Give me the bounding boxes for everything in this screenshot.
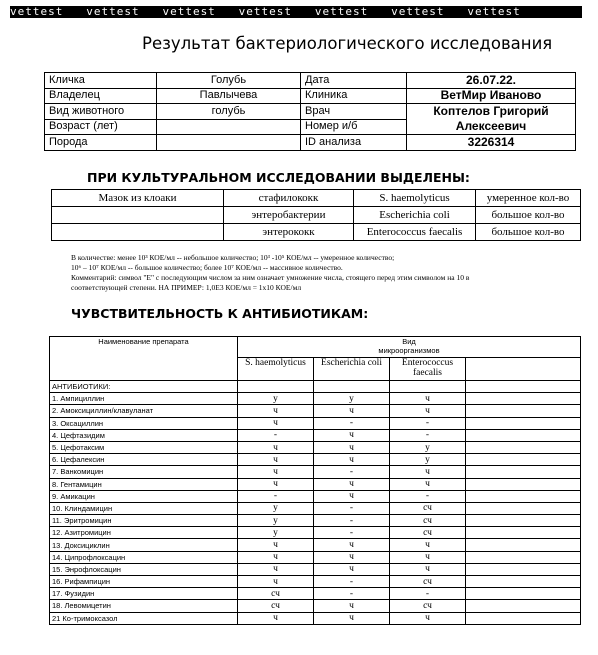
- empty-cell: [466, 539, 581, 551]
- sensitivity-value: -: [314, 417, 390, 429]
- drug-column-header: Наименование препарата: [50, 337, 238, 381]
- sensitivity-value: ч: [314, 441, 390, 453]
- sensitivity-value: ч: [314, 429, 390, 441]
- empty-cell: [466, 515, 581, 527]
- organism-qty: большое кол-во: [476, 224, 581, 241]
- antibiotic-row: [50, 563, 581, 575]
- sensitivity-value: сч: [238, 588, 314, 600]
- owner-value: Павлычева: [157, 88, 301, 104]
- empty-cell: [52, 224, 224, 241]
- quantity-notes: [71, 253, 571, 293]
- sensitivity-value: -: [390, 417, 466, 429]
- empty-cell: [466, 600, 581, 612]
- sensitivity-value: у: [390, 454, 466, 466]
- organism-latin: S. haemolyticus: [354, 190, 476, 207]
- sensitivity-value: -: [314, 466, 390, 478]
- antibiotic-row: [50, 527, 581, 539]
- culture-table: [51, 189, 581, 241]
- note-line: Комментарий: символ "Е" с последующим числом за ним означает умножение числа, стоящего перед этим символом на 10 в: [71, 273, 470, 282]
- sensitivity-value: ч: [238, 576, 314, 588]
- sensitivity-value: ч: [238, 417, 314, 429]
- sensitivity-value: ч: [390, 466, 466, 478]
- antibiotic-table: [49, 336, 581, 625]
- owner-label: Владелец: [45, 88, 157, 104]
- sensitivity-value: ч: [314, 539, 390, 551]
- antibiotic-row: [50, 539, 581, 551]
- antibiotic-row: [50, 405, 581, 417]
- doctor-value: Коптелов Григорий Алексеевич: [407, 104, 576, 135]
- klichka-label: Кличка: [45, 73, 157, 89]
- analysis-id-label: ID анализа: [301, 135, 407, 151]
- note-line: соответствующей степени. НА ПРИМЕР: 1,0Е3 КОЕ/мл = 1х10 КОЕ/мл: [71, 283, 302, 292]
- antibiotic-name: 15. Энрофлоксацин: [50, 563, 238, 575]
- organism-name: энтерококк: [224, 224, 354, 241]
- organism-name: стафилококк: [224, 190, 354, 207]
- antibiotic-name: 14. Ципрофлоксацин: [50, 551, 238, 563]
- empty-cell: [466, 405, 581, 417]
- sensitivity-value: ч: [390, 539, 466, 551]
- doctor-label: Врач: [301, 104, 407, 120]
- antibiotic-name: 17. Фузидин: [50, 588, 238, 600]
- empty-cell: [238, 381, 314, 393]
- sensitivity-value: сч: [390, 502, 466, 514]
- sensitivity-value: ч: [314, 563, 390, 575]
- sensitivity-value: сч: [390, 600, 466, 612]
- empty-cell: [466, 417, 581, 429]
- sensitivity-value: ч: [314, 551, 390, 563]
- date-value: 26.07.22.: [407, 73, 576, 89]
- antibiotic-row: [50, 429, 581, 441]
- analysis-id-value: 3226314: [407, 135, 576, 151]
- page-title: Результат бактериологического исследования: [142, 34, 553, 53]
- antibiotic-row: [50, 551, 581, 563]
- sensitivity-value: сч: [390, 527, 466, 539]
- sample-cell: Мазок из клоаки: [52, 190, 224, 207]
- organism-qty: большое кол-во: [476, 207, 581, 224]
- empty-cell: [466, 454, 581, 466]
- empty-cell: [466, 393, 581, 405]
- antibiotic-name: 18. Левомицетин: [50, 600, 238, 612]
- sensitivity-value: у: [390, 441, 466, 453]
- empty-cell: [466, 466, 581, 478]
- empty-cell: [466, 381, 581, 393]
- antibiotic-row: [50, 588, 581, 600]
- empty-cell: [466, 527, 581, 539]
- sensitivity-value: ч: [238, 466, 314, 478]
- note-line: 10⁶ – 10⁷ КОЕ/мл -- большое количество; более 10⁷ КОЕ/мл -- массивное количество.: [71, 263, 343, 272]
- empty-cell: [466, 502, 581, 514]
- antibiotic-row: [50, 417, 581, 429]
- age-label: Возраст (лет): [45, 119, 157, 135]
- sensitivity-heading: ЧУВСТВИТЕЛЬНОСТЬ К АНТИБИОТИКАМ:: [71, 306, 369, 321]
- sensitivity-value: ч: [314, 478, 390, 490]
- sensitivity-value: ч: [314, 490, 390, 502]
- sensitivity-value: ч: [390, 393, 466, 405]
- organism-header: Escherichia coli: [314, 358, 390, 381]
- breed-label: Порода: [45, 135, 157, 151]
- empty-cell: [466, 563, 581, 575]
- empty-cell: [314, 381, 390, 393]
- sensitivity-value: ч: [238, 563, 314, 575]
- organism-header: Enterococcus faecalis: [390, 358, 466, 381]
- antibiotic-name: 1. Ампициллин: [50, 393, 238, 405]
- klichka-value: Голубь: [157, 73, 301, 89]
- antibiotic-name: 2. Амоксициллин/клавуланат: [50, 405, 238, 417]
- antibiotic-row: [50, 478, 581, 490]
- antibiotic-row: [50, 454, 581, 466]
- sensitivity-value: ч: [390, 478, 466, 490]
- sensitivity-value: у: [238, 502, 314, 514]
- breed-value: [157, 135, 301, 151]
- species-header-title: Вид: [402, 337, 416, 346]
- antibiotic-row: [50, 612, 581, 624]
- empty-cell: [466, 478, 581, 490]
- sensitivity-value: -: [390, 588, 466, 600]
- empty-cell: [466, 429, 581, 441]
- sensitivity-value: -: [390, 429, 466, 441]
- antibiotic-name: 4. Цефтазидим: [50, 429, 238, 441]
- empty-cell: [466, 576, 581, 588]
- species-header-sub: микроорганизмов: [378, 346, 440, 355]
- antibiotic-row: [50, 490, 581, 502]
- species-column-header: [238, 337, 581, 358]
- empty-cell: [466, 490, 581, 502]
- antibiotic-name: 16. Рифампицин: [50, 576, 238, 588]
- sensitivity-value: у: [238, 527, 314, 539]
- antibiotic-name: 11. Эритромицин: [50, 515, 238, 527]
- organism-qty: умеренное кол-во: [476, 190, 581, 207]
- organism-latin: Escherichia coli: [354, 207, 476, 224]
- sensitivity-value: ч: [238, 551, 314, 563]
- age-value: [157, 119, 301, 135]
- sensitivity-value: ч: [238, 478, 314, 490]
- antibiotic-row: [50, 393, 581, 405]
- sensitivity-value: ч: [238, 441, 314, 453]
- antibiotic-name: 6. Цефалексин: [50, 454, 238, 466]
- empty-cell: [52, 207, 224, 224]
- patient-info-table: [44, 72, 576, 151]
- sensitivity-value: -: [314, 515, 390, 527]
- sensitivity-value: ч: [238, 539, 314, 551]
- empty-cell: [390, 381, 466, 393]
- empty-cell: [466, 441, 581, 453]
- sensitivity-value: ч: [238, 405, 314, 417]
- species-value: голубь: [157, 104, 301, 120]
- antibiotic-row: [50, 502, 581, 514]
- antibiotic-row: [50, 466, 581, 478]
- sensitivity-value: -: [314, 576, 390, 588]
- sensitivity-value: у: [238, 515, 314, 527]
- group-label: АНТИБИОТИКИ:: [50, 381, 238, 393]
- sensitivity-value: ч: [238, 454, 314, 466]
- antibiotic-row: [50, 600, 581, 612]
- organism-name: энтеробактерии: [224, 207, 354, 224]
- sensitivity-value: ч: [314, 612, 390, 624]
- empty-cell: [466, 588, 581, 600]
- antibiotic-name: 21 Ко-тримоксазол: [50, 612, 238, 624]
- organism-latin: Enterococcus faecalis: [354, 224, 476, 241]
- antibiotic-row: [50, 576, 581, 588]
- sensitivity-value: у: [314, 393, 390, 405]
- sensitivity-value: ч: [314, 600, 390, 612]
- date-label: Дата: [301, 73, 407, 89]
- antibiotic-name: 12. Азитромицин: [50, 527, 238, 539]
- empty-cell: [466, 551, 581, 563]
- sensitivity-value: -: [238, 429, 314, 441]
- sensitivity-value: -: [314, 527, 390, 539]
- antibiotic-name: 3. Оксациллин: [50, 417, 238, 429]
- sensitivity-value: -: [238, 490, 314, 502]
- sensitivity-value: сч: [238, 600, 314, 612]
- sensitivity-value: ч: [390, 563, 466, 575]
- antibiotic-name: 9. Амикацин: [50, 490, 238, 502]
- antibiotic-row: [50, 515, 581, 527]
- antibiotic-name: 13. Доксициклин: [50, 539, 238, 551]
- organism-header: S. haemolyticus: [238, 358, 314, 381]
- antibiotic-name: 5. Цефотаксим: [50, 441, 238, 453]
- sensitivity-value: -: [314, 502, 390, 514]
- card-label: Номер и/б: [301, 119, 407, 135]
- clinic-value: ВетМир Иваново: [407, 88, 576, 104]
- clinic-label: Клиника: [301, 88, 407, 104]
- sensitivity-value: сч: [390, 515, 466, 527]
- antibiotic-name: 7. Ванкомицин: [50, 466, 238, 478]
- antibiotic-name: 10. Клиндамицин: [50, 502, 238, 514]
- antibiotic-row: [50, 441, 581, 453]
- sensitivity-value: -: [314, 588, 390, 600]
- sensitivity-value: -: [390, 490, 466, 502]
- sensitivity-value: ч: [390, 612, 466, 624]
- species-label: Вид животного: [45, 104, 157, 120]
- note-line: В количестве: менее 10³ КОЕ/мл -- небольшое количество; 10³ -10⁵ КОЕ/мл -- умеренное количество;: [71, 253, 395, 262]
- sensitivity-value: сч: [390, 576, 466, 588]
- sensitivity-value: ч: [314, 405, 390, 417]
- sensitivity-value: ч: [390, 405, 466, 417]
- antibiotic-name: 8. Гентамицин: [50, 478, 238, 490]
- culture-heading: ПРИ КУЛЬТУРАЛЬНОМ ИССЛЕДОВАНИИ ВЫДЕЛЕНЫ:: [87, 170, 470, 185]
- watermark-band: vettest vettest vettest vettest vettest vettest vettest: [10, 6, 582, 18]
- sensitivity-value: ч: [238, 612, 314, 624]
- sensitivity-value: ч: [314, 454, 390, 466]
- sensitivity-value: ч: [390, 551, 466, 563]
- empty-cell: [466, 612, 581, 624]
- sensitivity-value: у: [238, 393, 314, 405]
- empty-header-cell: [466, 358, 581, 381]
